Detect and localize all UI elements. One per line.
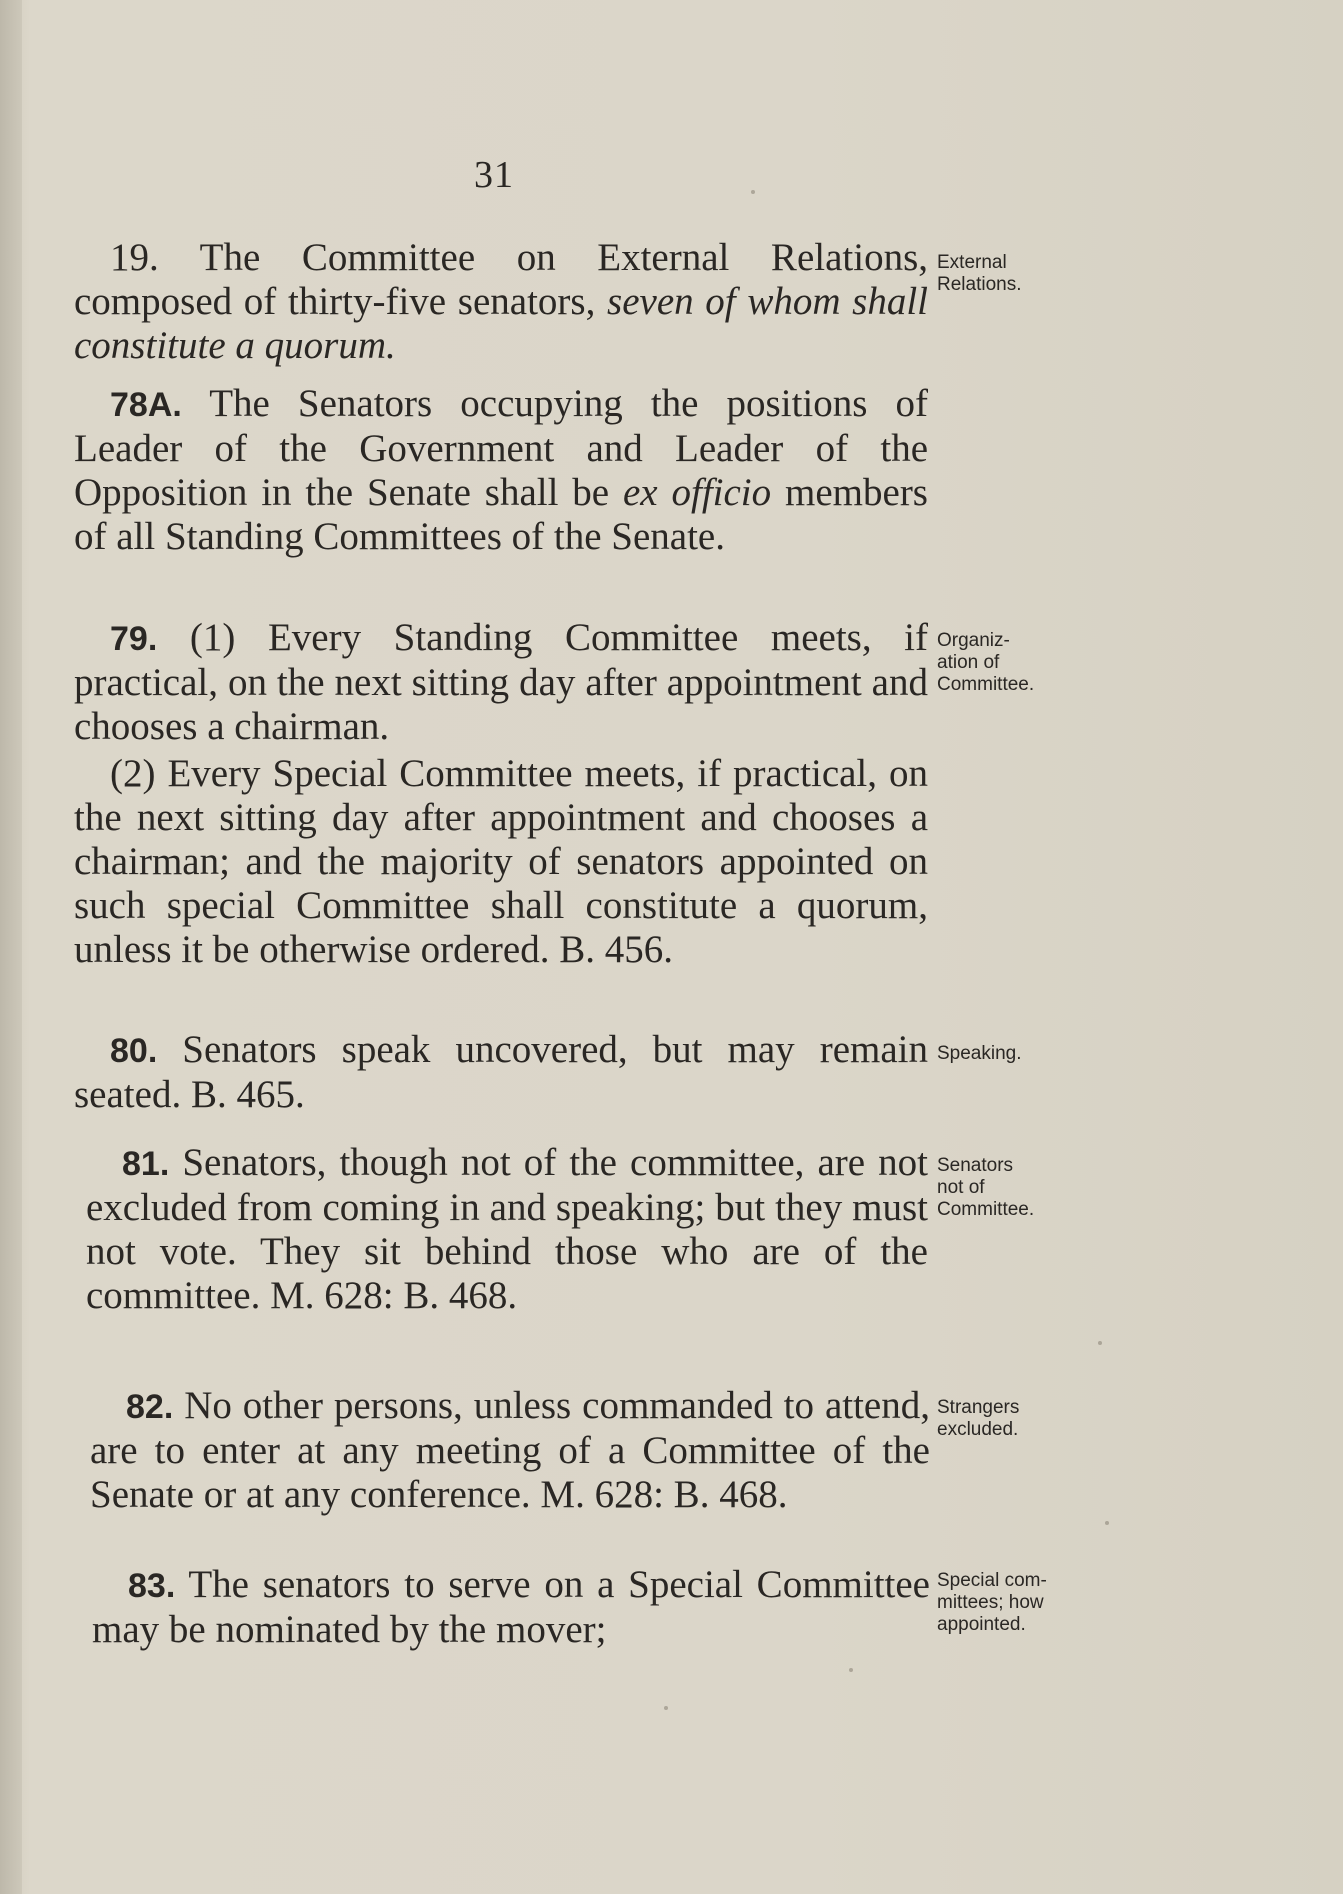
paragraph-number: 78A. xyxy=(110,386,182,424)
paragraph-83 xyxy=(92,1563,930,1652)
paragraph-text: The senators to serve on a Special Committee may be nominated by the mover; xyxy=(92,1563,930,1651)
margin-note-external-relations xyxy=(937,252,1127,296)
margin-note-line: Committee. xyxy=(937,1199,1035,1220)
page-edge xyxy=(0,0,22,1894)
paragraph-82 xyxy=(90,1384,930,1517)
paragraph-italic-text: ex officio xyxy=(623,471,772,514)
paragraph-number: 80. xyxy=(110,1032,158,1070)
paragraph-text-continued: members of all Standing Committees of the Senate. xyxy=(74,471,928,558)
paragraph-number: 82. xyxy=(126,1388,174,1426)
margin-note-line: Strangers xyxy=(937,1397,1020,1418)
page-number: 31 xyxy=(474,154,514,196)
margin-note-line: ation of xyxy=(937,652,1000,673)
scan-speck xyxy=(849,1668,853,1672)
margin-note-line: mittees; how xyxy=(937,1592,1044,1613)
paragraph-80 xyxy=(74,1028,928,1117)
paragraph-text: (2) Every Special Committee meets, if practical, on the next sitting day after appointment and chooses a chairman; and the majority of senators appointed on such special Committee shall constitute a quorum, unless it be otherwise ordered. B. 456. xyxy=(74,752,928,971)
margin-note-line: External xyxy=(937,252,1007,273)
paragraph-78a xyxy=(74,382,928,559)
margin-note-organization xyxy=(937,630,1127,696)
margin-note-line: Relations. xyxy=(937,274,1022,295)
margin-note-line: Special com- xyxy=(937,1570,1047,1591)
paragraph-text: The Senators occupying the positions of Leader of the Government and Leader of the Opposition in the Senate shall be xyxy=(74,382,928,514)
paragraph-number: 79. xyxy=(110,620,158,658)
paragraph-number: 81. xyxy=(122,1145,170,1183)
margin-note-line: not of xyxy=(937,1177,985,1198)
margin-note-speaking xyxy=(937,1043,1127,1065)
paragraph-number: 19. xyxy=(110,236,159,279)
margin-note-senators-not-of-committee xyxy=(937,1155,1127,1221)
scan-speck xyxy=(1098,1341,1102,1345)
margin-note-line: Committee. xyxy=(937,674,1035,695)
paragraph-text: Senators speak uncovered, but may remain seated. B. 465. xyxy=(74,1028,928,1116)
margin-note-special-committees xyxy=(937,1570,1127,1636)
scan-speck xyxy=(664,1706,668,1710)
paragraph-79-1 xyxy=(74,616,928,749)
margin-note-line: Senators xyxy=(937,1155,1014,1176)
paragraph-19 xyxy=(74,236,928,368)
paragraph-text: Senators, though not of the committee, are not excluded from coming in and speaking; but they must not vote. They sit behind those who are of the committee. M. 628: B. 468. xyxy=(86,1141,928,1317)
paragraph-text: No other persons, unless commanded to attend, are to enter at any meeting of a Committee of the Senate or at any conference. M. 628: B. 468. xyxy=(90,1384,930,1516)
paragraph-number: 83. xyxy=(128,1567,176,1605)
scan-speck xyxy=(1105,1521,1109,1525)
margin-note-line: Speaking. xyxy=(937,1043,1022,1064)
margin-note-line: appointed. xyxy=(937,1614,1026,1635)
paragraph-text: (1) Every Standing Committee meets, if practical, on the next sitting day after appointment and chooses a chairman. xyxy=(74,616,928,748)
margin-note-line: Organiz- xyxy=(937,630,1010,651)
margin-note-line: excluded. xyxy=(937,1419,1019,1440)
paragraph-italic-text: seven of whom shall constitute a quorum. xyxy=(74,280,929,367)
paragraph-79-2 xyxy=(74,752,928,972)
paragraph-text: The Committee on External Relations, composed of thirty-five senators, xyxy=(74,236,928,323)
paragraph-81 xyxy=(86,1141,928,1318)
scan-speck xyxy=(751,190,755,194)
margin-note-strangers-excluded xyxy=(937,1397,1127,1441)
